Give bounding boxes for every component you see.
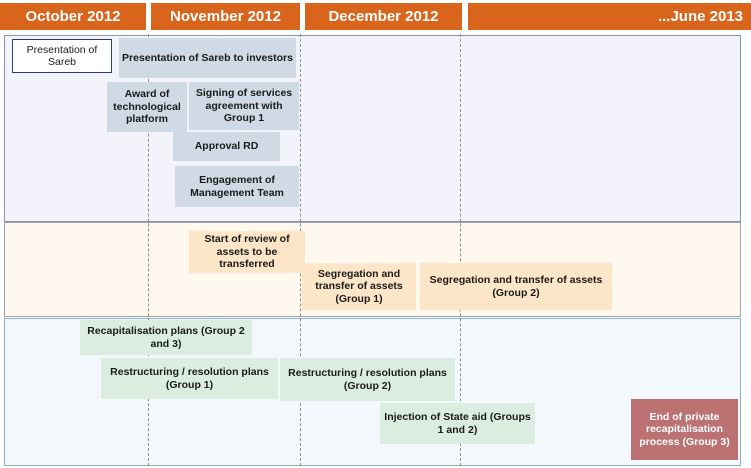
header-june-2013: ...June 2013 bbox=[468, 3, 751, 30]
recapitalisation-plans-box: Recapitalisation plans (Group 2 and 3) bbox=[80, 320, 252, 355]
presentation-of-sareb-box: Presentation of Sareb bbox=[12, 39, 112, 73]
restructuring-group1-box: Restructuring / resolution plans (Group 1) bbox=[101, 358, 278, 399]
segregation-group1-box: Segregation and transfer of assets (Group 1) bbox=[302, 263, 416, 310]
end-private-recapitalisation-box: End of private recapitalisation process (Group 3) bbox=[631, 399, 738, 460]
segregation-group2-box: Segregation and transfer of assets (Group 2) bbox=[420, 263, 612, 310]
injection-state-aid-box: Injection of State aid (Groups 1 and 2) bbox=[380, 403, 535, 444]
presentation-to-investors-box: Presentation of Sareb to investors bbox=[119, 38, 296, 78]
start-of-review-box: Start of review of assets to be transferred bbox=[189, 231, 305, 273]
restructuring-group2-box: Restructuring / resolution plans (Group 2) bbox=[280, 358, 455, 401]
divider-december-june bbox=[460, 34, 461, 466]
header-november-2012: November 2012 bbox=[151, 3, 300, 30]
header-december-2012: December 2012 bbox=[305, 3, 462, 30]
award-technological-platform-box: Award of technological platform bbox=[107, 82, 187, 132]
signing-services-agreement-box: Signing of services agreement with Group 1 bbox=[189, 82, 299, 130]
engagement-management-team-box: Engagement of Management Team bbox=[175, 166, 299, 207]
header-october-2012: October 2012 bbox=[0, 3, 146, 30]
approval-rd-box: Approval RD bbox=[173, 132, 280, 161]
